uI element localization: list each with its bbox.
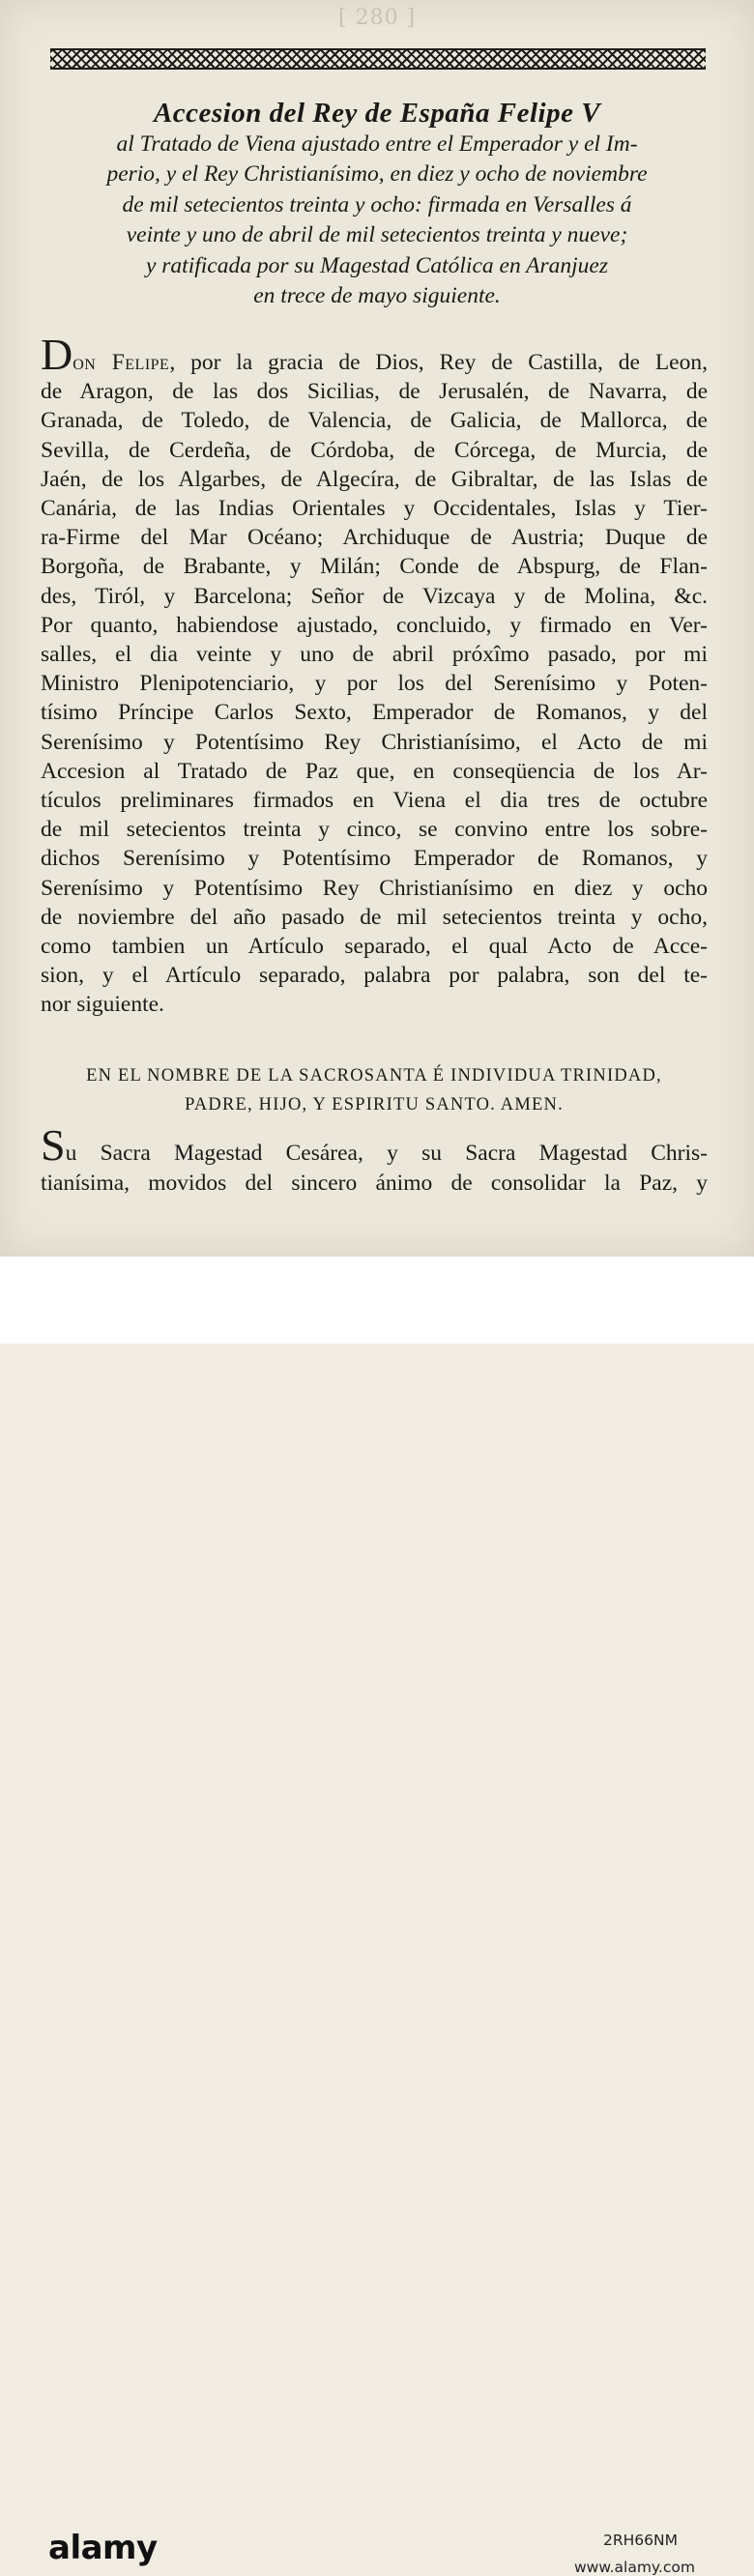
body-line: Por quanto, habiendose ajustado, concluido, y firmado en Ver-: [41, 612, 708, 638]
body-line: de mil setecientos treinta y cinco, se convino entre los sobre-: [41, 817, 708, 843]
body-line: ra-Firme del Mar Océano; Archiduque de Austria; Duque de: [41, 525, 708, 551]
body-line: como tambien un Artículo separado, el qual Acto de Acce-: [41, 934, 708, 960]
body-line: Sevilla, de Cerdeña, de Córdoba, de Córcega, de Murcia, de: [41, 437, 708, 463]
title-line: y ratificada por su Magestad Católica en Aranjuez: [145, 252, 609, 278]
drop-cap: S: [41, 1120, 66, 1170]
treaty-paragraph: [41, 1120, 708, 1198]
image-id: 2RH66NM: [603, 2532, 678, 2549]
title-line: veinte y uno de abril de mil setecientos treinta y nueve;: [126, 222, 628, 247]
body-line: [41, 330, 708, 379]
invocation-line: EN EL NOMBRE DE LA SACROSANTA É INDIVIDUA TRINIDAD,: [86, 1066, 662, 1085]
body-line: Serenísimo y Potentísimo Rey Christianísimo en diez y ocho: [41, 875, 708, 901]
body-line: tículos preliminares firmados en Viena el dia tres de octubre: [41, 788, 708, 814]
body-line: Jaén, de los Algarbes, de Algecíra, de Gibraltar, de las Islas de: [41, 466, 708, 492]
body-line: de noviembre del año pasado de mil setecientos treinta y ocho,: [41, 904, 708, 930]
title-line: en trece de mayo siguiente.: [253, 283, 501, 308]
body-paragraph: [41, 330, 708, 1020]
site-url: www.alamy.com: [574, 2559, 695, 2576]
body-line: dichos Serenísimo y Potentísimo Emperador de Romanos, y: [41, 846, 708, 872]
title-heading: Accesion del Rey de España Felipe V: [153, 98, 601, 129]
body-line: Serenísimo y Potentísimo Rey Christianísimo, el Acto de mi: [41, 729, 708, 755]
body-line: salles, el dia veinte y uno de abril próxîmo pasado, por mi: [41, 642, 708, 668]
body-line: Borgoña, de Brabante, y Milán; Conde de Abspurg, de Flan-: [41, 554, 708, 580]
ornamental-border: [50, 48, 706, 70]
body-line: Canária, de las Indias Orientales y Occidentales, Islas y Tier-: [41, 496, 708, 522]
body-line-text: u Sacra Magestad Cesárea, y su Sacra Magestad Chris-: [65, 1141, 708, 1166]
body-line: Ministro Plenipotenciario, y por los del Serenísimo y Poten-: [41, 671, 708, 697]
body-line: Accesion al Tratado de Paz que, en conseqüencia de los Ar-: [41, 758, 708, 784]
king-name: on Felipe: [72, 350, 170, 375]
page-number: [ 280 ]: [338, 6, 417, 30]
alamy-logo: alamy: [48, 2529, 158, 2567]
body-line: de Aragon, de las dos Sicilias, de Jerusalén, de Navarra, de: [41, 379, 708, 405]
document-title: [39, 99, 715, 312]
invocation-line: PADRE, HIJO, Y ESPIRITU SANTO. AMEN.: [185, 1095, 564, 1114]
invocation-heading: [41, 1061, 708, 1119]
body-line-text: , por la gracia de Dios, Rey de Castilla, de Leon,: [169, 350, 708, 375]
body-line: Granada, de Toledo, de Valencia, de Galicia, de Mallorca, de: [41, 408, 708, 434]
drop-cap: D: [41, 330, 73, 379]
watermark-footer: [0, 1257, 754, 2576]
body-line: sion, y el Artículo separado, palabra por palabra, son del te-: [41, 963, 708, 989]
body-line: nor siguiente.: [41, 992, 164, 1018]
title-line: perio, y el Rey Christianísimo, en diez y ocho de noviembre: [106, 161, 648, 187]
body-line: tianísima, movidos del sincero ánimo de consolidar la Paz, y: [41, 1170, 708, 1196]
body-line: [41, 1120, 708, 1170]
title-line: de mil setecientos treinta y ocho: firmada en Versalles á: [122, 191, 632, 217]
body-line: tísimo Príncipe Carlos Sexto, Emperador de Romanos, y del: [41, 700, 708, 726]
title-line: al Tratado de Viena ajustado entre el Emperador y el Im-: [116, 130, 638, 157]
document-page: [0, 0, 754, 1257]
body-line: des, Tiról, y Barcelona; Señor de Vizcaya y de Molina, &c.: [41, 583, 708, 609]
